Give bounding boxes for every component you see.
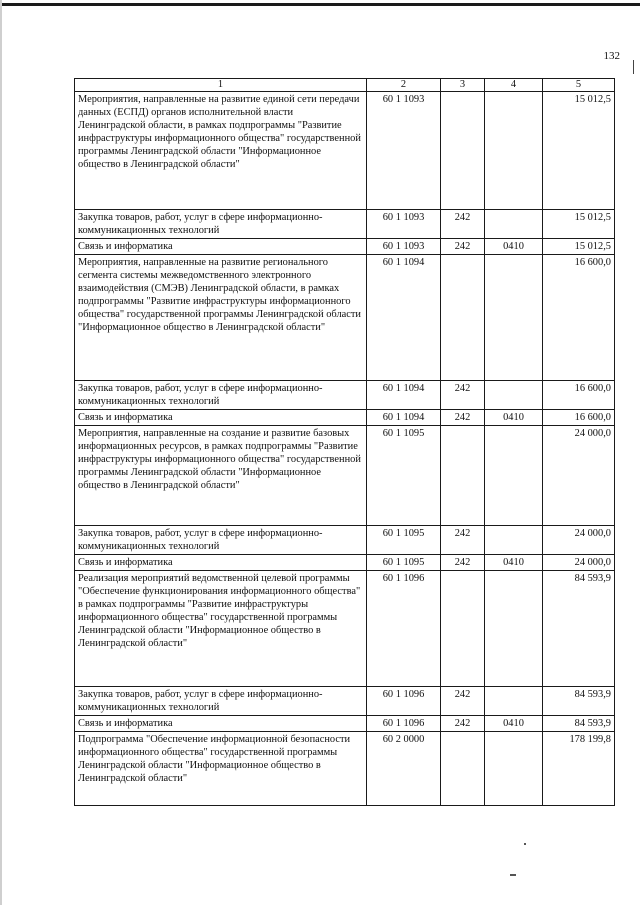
row-target-article: 60 1 1095 [367,555,441,571]
row-expense-type [441,732,485,806]
row-name: Подпрограмма "Обеспечение информационной безопасности информационного общества" государственной программы Ленинградской области "Информационное общество в Ленинградской области" [75,732,367,806]
table-row [75,526,615,555]
row-amount: 84 593,9 [543,716,615,732]
table-row [75,571,615,687]
row-name: Связь и информатика [75,716,367,732]
scan-edge-left [0,0,2,905]
row-section [485,255,543,381]
row-section: 0410 [485,239,543,255]
row-name: Мероприятия, направленные на развитие регионального сегмента системы межведомственного электронного взаимодействия (СМЭВ) Ленинградской области, в рамках подпрограммы "Развитие инфраструктуры информационного общества" государственной программы Ленинградской области "Информационное общество в Ленинградской области" [75,255,367,381]
row-expense-type [441,92,485,210]
row-section: 0410 [485,716,543,732]
row-name: Закупка товаров, работ, услуг в сфере информационно-коммуникационных технологий [75,381,367,410]
row-target-article: 60 1 1095 [367,526,441,555]
page-number: 132 [603,50,620,62]
scan-speck [510,874,516,876]
scan-edge-top [0,3,640,6]
row-amount: 84 593,9 [543,571,615,687]
row-expense-type: 242 [441,555,485,571]
row-expense-type: 242 [441,239,485,255]
row-target-article: 60 1 1095 [367,426,441,526]
row-name: Мероприятия, направленные на развитие единой сети передачи данных (ЕСПД) органов исполнительной власти Ленинградской области, в рамках подпрограммы "Развитие инфраструктуры информационного общества" государственной программы Ленинградской области "Информационное общество в Ленинградской области" [75,92,367,210]
column-header-target-article: 2 [367,79,441,92]
row-section [485,687,543,716]
row-target-article: 60 1 1093 [367,239,441,255]
row-name: Связь и информатика [75,239,367,255]
row-section [485,571,543,687]
row-target-article: 60 1 1094 [367,255,441,381]
column-number-row [75,79,615,92]
row-amount: 15 012,5 [543,210,615,239]
row-target-article: 60 2 0000 [367,732,441,806]
row-name: Реализация мероприятий ведомственной целевой программы "Обеспечение функционирования информационного общества" в рамках подпрограммы "Развитие инфраструктуры информационного общества" государственной программы Ленинградской области "Информационное общество в Ленинградской области" [75,571,367,687]
row-section [485,92,543,210]
row-section [485,381,543,410]
row-amount: 24 000,0 [543,426,615,526]
row-amount: 24 000,0 [543,555,615,571]
row-target-article: 60 1 1093 [367,92,441,210]
row-name: Закупка товаров, работ, услуг в сфере информационно-коммуникационных технологий [75,526,367,555]
row-amount: 178 199,8 [543,732,615,806]
table-row [75,555,615,571]
table-row [75,239,615,255]
table-row [75,426,615,526]
row-target-article: 60 1 1096 [367,687,441,716]
table-row [75,716,615,732]
row-name: Связь и информатика [75,555,367,571]
row-amount: 16 600,0 [543,381,615,410]
column-header-section: 4 [485,79,543,92]
row-section [485,526,543,555]
row-target-article: 60 1 1094 [367,381,441,410]
table-row [75,687,615,716]
row-section: 0410 [485,555,543,571]
row-name: Закупка товаров, работ, услуг в сфере информационно-коммуникационных технологий [75,210,367,239]
scan-speck [524,843,526,845]
row-amount: 84 593,9 [543,687,615,716]
row-section [485,732,543,806]
row-expense-type: 242 [441,526,485,555]
row-amount: 16 600,0 [543,255,615,381]
budget-table [74,78,615,806]
row-amount: 15 012,5 [543,239,615,255]
table-row [75,92,615,210]
column-header-amount: 5 [543,79,615,92]
table-row [75,381,615,410]
row-target-article: 60 1 1096 [367,571,441,687]
row-section [485,210,543,239]
table-row [75,410,615,426]
row-expense-type: 242 [441,381,485,410]
table-row [75,732,615,806]
row-expense-type: 242 [441,210,485,239]
row-target-article: 60 1 1094 [367,410,441,426]
row-expense-type: 242 [441,687,485,716]
row-name: Мероприятия, направленные на создание и развитие базовых информационных ресурсов, в рамках подпрограммы "Развитие инфраструктуры информационного общества" государственной программы Ленинградской области "Информационное общество в Ленинградской области" [75,426,367,526]
row-section: 0410 [485,410,543,426]
row-amount: 16 600,0 [543,410,615,426]
row-target-article: 60 1 1096 [367,716,441,732]
row-name: Связь и информатика [75,410,367,426]
row-amount: 15 012,5 [543,92,615,210]
row-target-article: 60 1 1093 [367,210,441,239]
table-row [75,210,615,239]
row-amount: 24 000,0 [543,526,615,555]
row-expense-type [441,426,485,526]
row-name: Закупка товаров, работ, услуг в сфере информационно-коммуникационных технологий [75,687,367,716]
row-expense-type: 242 [441,716,485,732]
table-row [75,255,615,381]
row-expense-type [441,571,485,687]
row-section [485,426,543,526]
row-expense-type [441,255,485,381]
column-header-expense-type: 3 [441,79,485,92]
scan-edge-mark [633,60,634,74]
row-expense-type: 242 [441,410,485,426]
column-header-name: 1 [75,79,367,92]
